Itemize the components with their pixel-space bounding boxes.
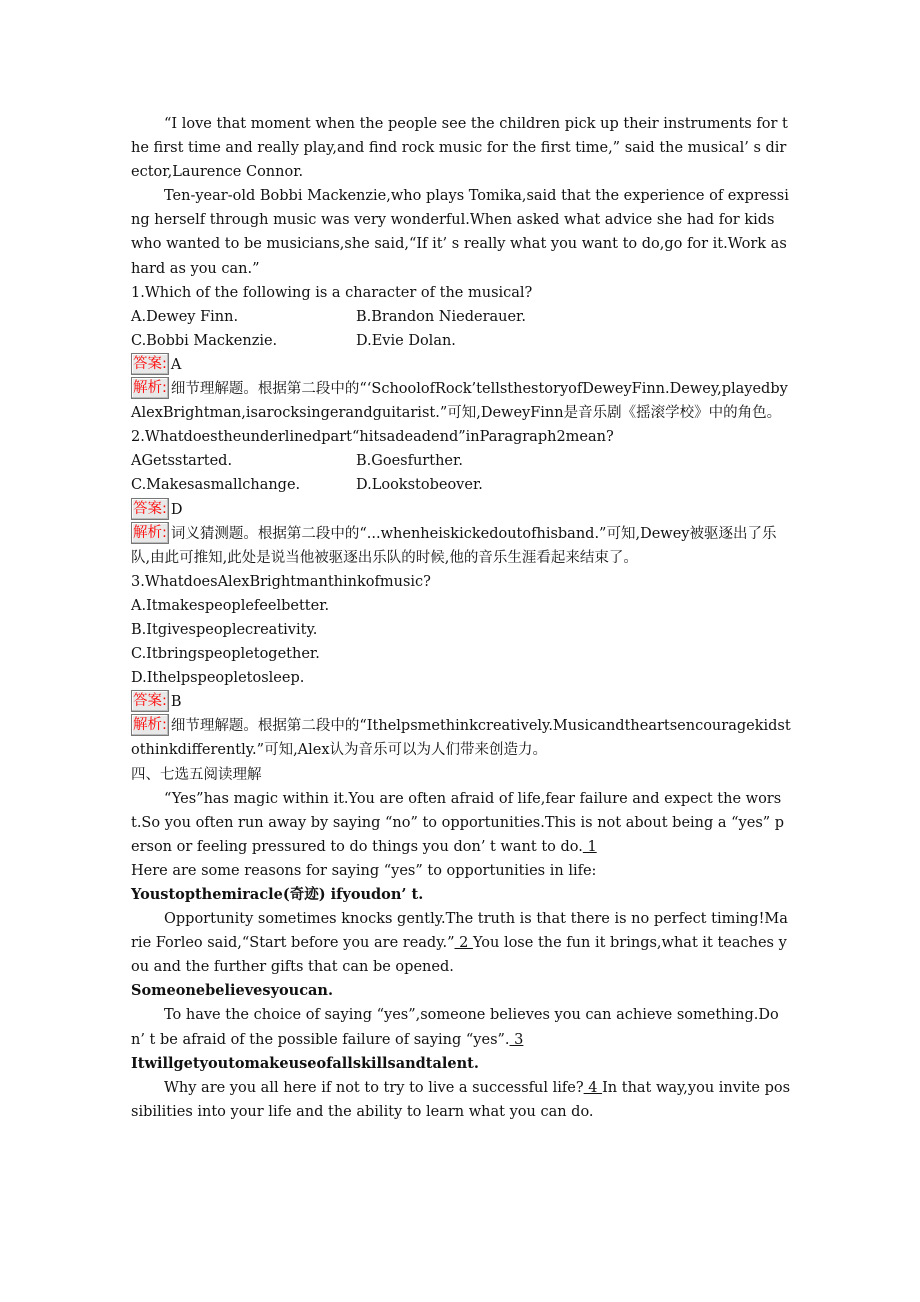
answer-value: A — [170, 356, 182, 373]
options-row — [131, 449, 791, 473]
passage-paragraph: “Yes”has magic within it.You are often afraid of life,fear failure and expect the worst.So you often run away by saying “no” to opportunities.This is not about being a “yes” person or feeling pressured to do things you don’ t want to do. 1 — [131, 790, 785, 855]
option-b: B.Goesfurther. — [356, 453, 463, 470]
options-row — [131, 473, 791, 497]
blank-2: 2 — [454, 935, 473, 952]
passage-paragraph: Here are some reasons for saying “yes” to opportunities in life: — [131, 862, 597, 879]
answer-value: B — [170, 694, 182, 711]
question-stem: 2.Whatdoestheunderlinedpart“hitsadeadend”inParagraph2mean? — [131, 429, 614, 446]
option-c: C.Itbringspeopletogether. — [131, 646, 320, 663]
options-row — [131, 329, 791, 353]
analysis-line — [131, 714, 791, 762]
question-stem: 3.WhatdoesAlexBrightmanthinkofmusic? — [131, 573, 431, 590]
option-a: A.Itmakespeoplefeelbetter. — [131, 597, 330, 614]
answer-label[interactable]: 答案: — [131, 353, 169, 375]
answer-label[interactable]: 答案: — [131, 498, 169, 520]
answer-line — [131, 353, 791, 377]
option-c: C.Makesasmallchange. — [131, 477, 301, 494]
subheading: Itwillgetyoutomakeuseofallskillsandtalent. — [131, 1054, 479, 1072]
analysis-label[interactable]: 解析: — [131, 714, 169, 736]
passage-paragraph: “I love that moment when the people see the children pick up their instruments for the first time and really play,and find rock music for the first time,” said the musical’ s director,Laurence Connor. — [131, 116, 788, 181]
analysis-text: 词义猜测题。根据第二段中的“...whenheiskickedoutofhisband.”可知,Dewey被驱逐出了乐队,由此可推知,此处是说当他被驱逐出乐队的时候,他的音乐生涯看起来结束了。 — [131, 525, 777, 566]
blank-4: 4 — [583, 1079, 603, 1096]
answer-line — [131, 498, 791, 522]
section-heading: 四、七选五阅读理解 — [131, 766, 262, 783]
options-row — [131, 305, 791, 329]
option-a: AGetsstarted. — [131, 453, 233, 470]
answer-line — [131, 690, 791, 714]
answer-value: D — [170, 501, 183, 518]
question-stem: 1.Which of the following is a character of the musical? — [131, 284, 533, 301]
document-page — [131, 112, 791, 1124]
analysis-text: 细节理解题。根据第二段中的“Ithelpsmethinkcreatively.Musicandtheartsencouragekidstothinkdifferently.”可知,Alex认为音乐可以为人们带来创造力。 — [131, 718, 791, 759]
option-b: B.Brandon Niederauer. — [356, 308, 527, 325]
analysis-line — [131, 377, 791, 425]
option-c: C.Bobbi Mackenzie. — [131, 332, 278, 349]
blank-1: 1 — [582, 838, 597, 855]
analysis-line — [131, 522, 791, 570]
option-b: B.Itgivespeoplecreativity. — [131, 621, 318, 638]
subheading: Youstopthemiracle(奇迹) ifyoudon’ t. — [131, 886, 424, 903]
analysis-label[interactable]: 解析: — [131, 377, 169, 399]
option-d: D.Ithelpspeopletosleep. — [131, 670, 305, 687]
passage-paragraph: Why are you all here if not to try to live a successful life? 4 In that way,you invite possibilities into your life and the ability to learn what you can do. — [131, 1079, 791, 1120]
subheading: Someonebelievesyoucan. — [131, 982, 334, 1000]
blank-3: 3 — [509, 1031, 524, 1048]
analysis-label[interactable]: 解析: — [131, 522, 169, 544]
passage-paragraph: Ten-year-old Bobbi Mackenzie,who plays Tomika,said that the experience of expressing herself through music was very wonderful.When asked what advice she had for kids who wanted to be musicians,she said,“If it’ s really what you want to do,go for it.Work as hard as you can.” — [131, 188, 789, 277]
passage-paragraph: To have the choice of saying “yes”,someone believes you can achieve something.Don’ t be afraid of the possible failure of saying “yes”. 3 — [131, 1007, 779, 1048]
option-a: A.Dewey Finn. — [131, 308, 239, 325]
analysis-text: 细节理解题。根据第二段中的“‘SchoolofRock’tellsthestoryofDeweyFinn.Dewey,playedbyAlexBrightman,isarocksingerandguitarist.”可知,DeweyFinn是音乐剧《摇滚学校》中的角色。 — [131, 381, 788, 422]
passage-paragraph: Opportunity sometimes knocks gently.The truth is that there is no perfect timing!Marie Forleo said,“Start before you are ready.” 2 You lose the fun it brings,what it teaches you and the further gifts that can be opened. — [131, 911, 788, 976]
option-d: D.Lookstobeover. — [356, 477, 483, 494]
option-d: D.Evie Dolan. — [356, 332, 456, 349]
answer-label[interactable]: 答案: — [131, 690, 169, 712]
